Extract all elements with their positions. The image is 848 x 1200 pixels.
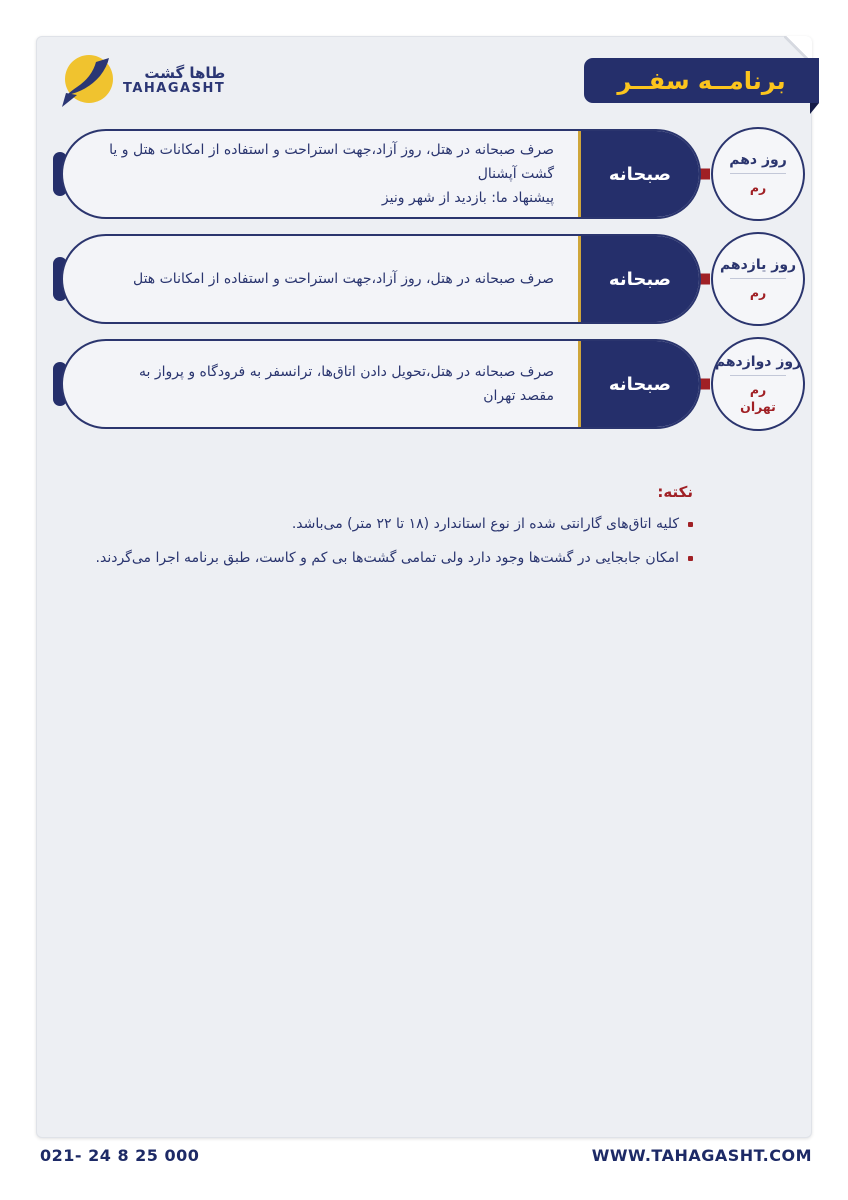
- day-city-label: تهران: [740, 398, 776, 414]
- itinerary-row-day10: [37, 129, 813, 219]
- meal-label: صبحانه: [608, 163, 672, 185]
- day-number-label: روز دوازدهم: [714, 353, 802, 370]
- brand-name-latin: TAHAGASHT: [123, 81, 226, 97]
- meal-badge: [581, 131, 699, 217]
- brand-logo: [59, 53, 225, 109]
- note-text: امکان جابجایی در گشت‌ها وجود دارد ولی تمامی گشت‌ها بی کم و کاست، طبق برنامه اجرا می‌گردند.: [95, 550, 679, 566]
- meal-label: صبحانه: [608, 373, 672, 395]
- tahagasht-logo-icon: [59, 53, 117, 109]
- brand-name-farsi: طاها گشت: [144, 64, 226, 83]
- meal-badge: [581, 341, 699, 427]
- day-circle: [711, 127, 805, 221]
- note-bullet-icon: [688, 556, 693, 561]
- day-circle: [711, 232, 805, 326]
- day-description: [63, 131, 578, 217]
- banner-title-text: برنامــه سفــر: [617, 66, 786, 95]
- day-circle-divider: [730, 173, 786, 174]
- day-description: [63, 236, 578, 322]
- itinerary-pill: [61, 129, 701, 219]
- notes-title: نکته:: [657, 483, 693, 501]
- day-city-label: رم: [749, 180, 767, 195]
- itinerary-pill: [61, 339, 701, 429]
- day-description: [63, 341, 578, 427]
- note-item: [81, 514, 693, 535]
- day-circle-divider: [730, 278, 786, 279]
- notes-section: [81, 483, 693, 569]
- itinerary-row-day11: [37, 234, 813, 324]
- note-bullet-icon: [688, 522, 693, 527]
- itinerary-pill: [61, 234, 701, 324]
- brand-name: [123, 66, 225, 95]
- footer-phone-number: 021- 24 8 25 000: [40, 1146, 200, 1165]
- note-item: [81, 548, 693, 569]
- banner-title: [584, 58, 819, 103]
- day-description-line: صرف صبحانه در هتل، روز آزاد،جهت استراحت و استفاده از امکانات هتل: [132, 271, 554, 287]
- footer-website-url: WWW.TAHAGASHT.COM: [591, 1146, 812, 1165]
- day-number-label: روز یازدهم: [719, 257, 797, 273]
- day-number-label: روز دهم: [729, 152, 787, 168]
- page-card: [36, 36, 812, 1138]
- day-description-line: پیشنهاد ما: بازدید از شهر ونیز: [381, 190, 554, 206]
- meal-label: صبحانه: [608, 268, 672, 290]
- day-circle-divider: [730, 375, 786, 376]
- day-circle: [711, 337, 805, 431]
- day-city-label: رم: [749, 381, 767, 397]
- note-text: کلیه اتاق‌های گارانتی شده از نوع استاندارد (۱۸ تا ۲۲ متر) می‌باشد.: [291, 516, 679, 532]
- day-description-line: صرف صبحانه در هتل، روز آزاد،جهت استراحت و استفاده از امکانات هتل و یا گشت آپشنال: [109, 142, 554, 182]
- banner-ribbon-fold: [810, 103, 819, 114]
- meal-badge: [581, 236, 699, 322]
- day-description-line: صرف صبحانه در هتل،تحویل دادن اتاق‌ها، ترانسفر به فرودگاه و پرواز به مقصد تهران: [139, 364, 554, 404]
- day-city-label: رم: [749, 285, 767, 300]
- itinerary-row-day12: [37, 339, 813, 429]
